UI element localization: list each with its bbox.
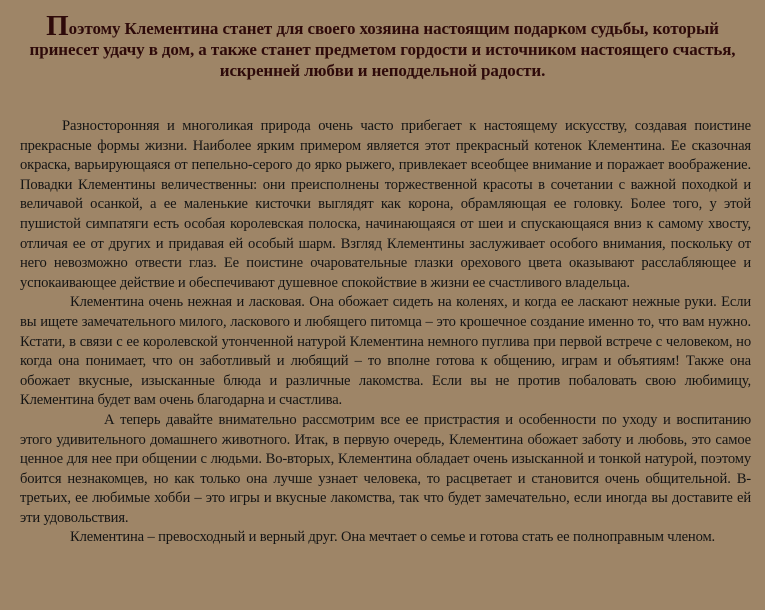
heading-drop-cap: П [46, 10, 69, 42]
heading-text: оэтому Клементина станет для своего хозяина настоящим подарком судьбы, который принесет удачу в дом, а также станет предметом гордости и источником настоящего счастья, искренней любви и неподдельной радости. [29, 19, 736, 80]
article-body [20, 117, 751, 548]
paragraph-care: А теперь давайте внимательно рассмотрим все ее пристрастия и особенности по уходу и воспитанию этого удивительного домашнего животного. Итак, в первую очередь, Клементина обожает заботу и любовь, это самое ценное для нее при общении с людьми. Во-вторых, Клементина обладает очень изысканной и тонкой натурой, поэтому боится незнакомцев, но как только она лучше узнает человека, то расцветает и становится очень общительной. В-третьих, ее любимые хобби – это игры и вкусные лакомства, так что будет замечательно, если иногда вы доставите ей эти удовольствия. [20, 411, 751, 526]
paragraph-intro: Разносторонняя и многоликая природа очень часто прибегает к настоящему искусству, создавая поистине прекрасные формы жизни. Наиболее ярким примером является этот прекрасный котенок Клементина. Ее сказочная окраска, варьирующаяся от пепельно-серого до ярко рыжего, привлекает всеобщее внимание и поражает воображение. Повадки Клементины величественны: они преисполнены торжественной красоты в сочетании с важной походкой и величавой осанкой, а ее маленькие кисточки выглядят как корона, обрамляющая ее головку. Более того, у этой пушистой симпатяги есть особая королевская полоска, начинающаяся от шеи и спускающаяся вниз к самому хвосту, отличая ее от других и придавая ей особый шарм. Взгляд Клементины заслуживает особого внимания, поскольку от него невозможно отвести глаз. Ее поистине очаровательные глазки орехового цвета оказывают расслабляющее и успокаивающее действие и обеспечивают душевное спокойствие в жизни ее счастливого владельца. [20, 118, 751, 291]
page-heading [20, 10, 745, 81]
paragraph-character: Клементина очень нежная и ласковая. Она обожает сидеть на коленях, и когда ее ласкают нежные руки. Если вы ищете замечательного милого, ласкового и любящего питомца – это крошечное создание именно то, что вам нужно. Кстати, в связи с ее королевской утонченной натурой Клементина немного пуглива при первой встрече с человеком, но когда она понимает, что он заботливый и любящий – то вполне готова к общению, играм и объятиям! Также она обожает вкусные, изысканные блюда и различные лакомства. Если вы не против побаловать свою любимицу, Клементина будет вам очень благодарна и счастлива. [20, 294, 751, 409]
paragraph-conclusion: Клементина – превосходный и верный друг. Она мечтает о семье и готова стать ее полноправным членом. [70, 529, 716, 546]
